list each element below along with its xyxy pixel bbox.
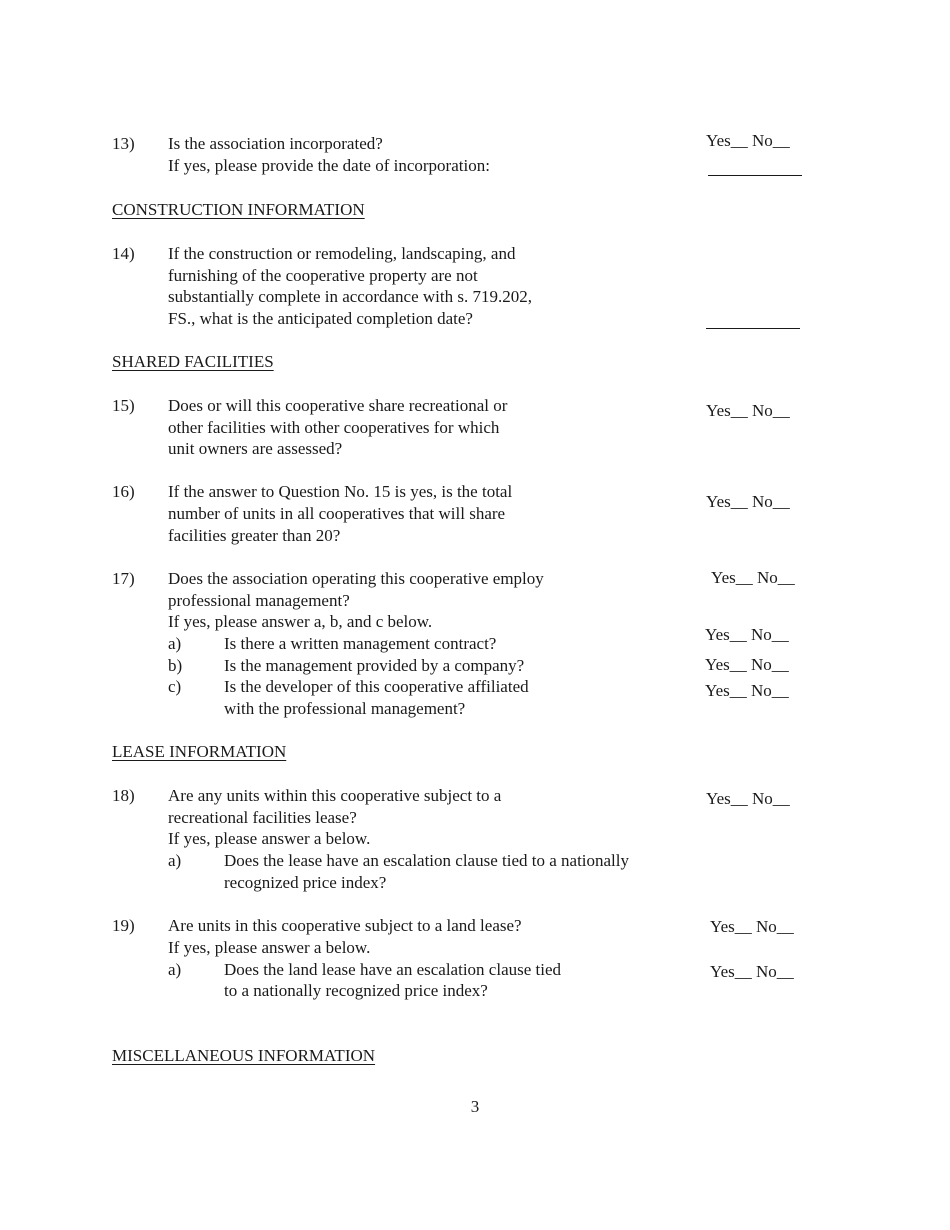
question-text: Are any units within this cooperative subject to a	[168, 786, 502, 805]
question-text: number of units in all cooperatives that will share	[168, 504, 506, 523]
question-text: If the answer to Question No. 15 is yes, is the total	[168, 482, 513, 501]
question-text: furnishing of the cooperative property are not	[168, 266, 478, 285]
question-text: Are units in this cooperative subject to a land lease?	[168, 916, 522, 935]
question-number: 14)	[112, 244, 135, 263]
sub-question-label: a)	[168, 634, 182, 653]
sub-question-text: Does the lease have an escalation clause tied to a nationally	[224, 851, 630, 870]
yes-no-answer-field[interactable]: Yes__ No__	[705, 681, 789, 700]
sub-question-label: b)	[168, 656, 183, 675]
yes-no-answer-field[interactable]: Yes__ No__	[711, 568, 795, 587]
sub-question-text: Is there a written management contract?	[224, 634, 497, 653]
section-heading-shared-facilities: SHARED FACILITIES	[112, 352, 274, 371]
sub-question-text: with the professional management?	[224, 699, 466, 718]
question-text: If yes, please answer a, b, and c below.	[168, 612, 433, 631]
sub-question-label: a)	[168, 960, 182, 979]
completion-date-blank[interactable]	[706, 328, 800, 329]
yes-no-answer-field[interactable]: Yes__ No__	[706, 401, 790, 420]
sub-question-text: Is the management provided by a company?	[224, 656, 525, 675]
yes-no-answer-field[interactable]: Yes__ No__	[706, 789, 790, 808]
sub-question-label: a)	[168, 851, 182, 870]
incorporation-date-blank[interactable]	[708, 175, 802, 176]
question-text: substantially complete in accordance with s. 719.202,	[168, 287, 532, 306]
section-heading-lease: LEASE INFORMATION	[112, 742, 287, 761]
question-text: Does the association operating this cooperative employ	[168, 569, 544, 588]
question-text: other facilities with other cooperatives for which	[168, 418, 500, 437]
yes-no-answer-field[interactable]: Yes__ No__	[710, 917, 794, 936]
question-text: Does or will this cooperative share recreational or	[168, 396, 508, 415]
question-text: professional management?	[168, 591, 350, 610]
question-text: recreational facilities lease?	[168, 808, 357, 827]
question-number: 15)	[112, 396, 135, 415]
question-number: 18)	[112, 786, 135, 805]
question-number: 17)	[112, 569, 135, 588]
sub-question-text: to a nationally recognized price index?	[224, 981, 488, 1000]
section-heading-miscellaneous: MISCELLANEOUS INFORMATION	[112, 1046, 376, 1065]
question-text: If yes, please provide the date of incorporation:	[168, 156, 490, 175]
question-text: If yes, please answer a below.	[168, 829, 371, 848]
sub-question-label: c)	[168, 677, 182, 696]
sub-question-text: recognized price index?	[224, 873, 387, 892]
question-text: facilities greater than 20?	[168, 526, 341, 545]
sub-question-text: Is the developer of this cooperative affiliated	[224, 677, 529, 696]
question-text: If yes, please answer a below.	[168, 938, 371, 957]
yes-no-answer-field[interactable]: Yes__ No__	[705, 625, 789, 644]
section-heading-construction: CONSTRUCTION INFORMATION	[112, 200, 365, 219]
question-number: 13)	[112, 134, 135, 153]
yes-no-answer-field[interactable]: Yes__ No__	[706, 131, 790, 150]
page-number: 3	[470, 1097, 480, 1116]
question-text: If the construction or remodeling, landscaping, and	[168, 244, 516, 263]
yes-no-answer-field[interactable]: Yes__ No__	[706, 492, 790, 511]
yes-no-answer-field[interactable]: Yes__ No__	[710, 962, 794, 981]
sub-question-text: Does the land lease have an escalation clause tied	[224, 960, 562, 979]
question-text: FS., what is the anticipated completion date?	[168, 309, 473, 328]
yes-no-answer-field[interactable]: Yes__ No__	[705, 655, 789, 674]
question-text: Is the association incorporated?	[168, 134, 383, 153]
question-text: unit owners are assessed?	[168, 439, 343, 458]
question-number: 19)	[112, 916, 135, 935]
question-number: 16)	[112, 482, 135, 501]
